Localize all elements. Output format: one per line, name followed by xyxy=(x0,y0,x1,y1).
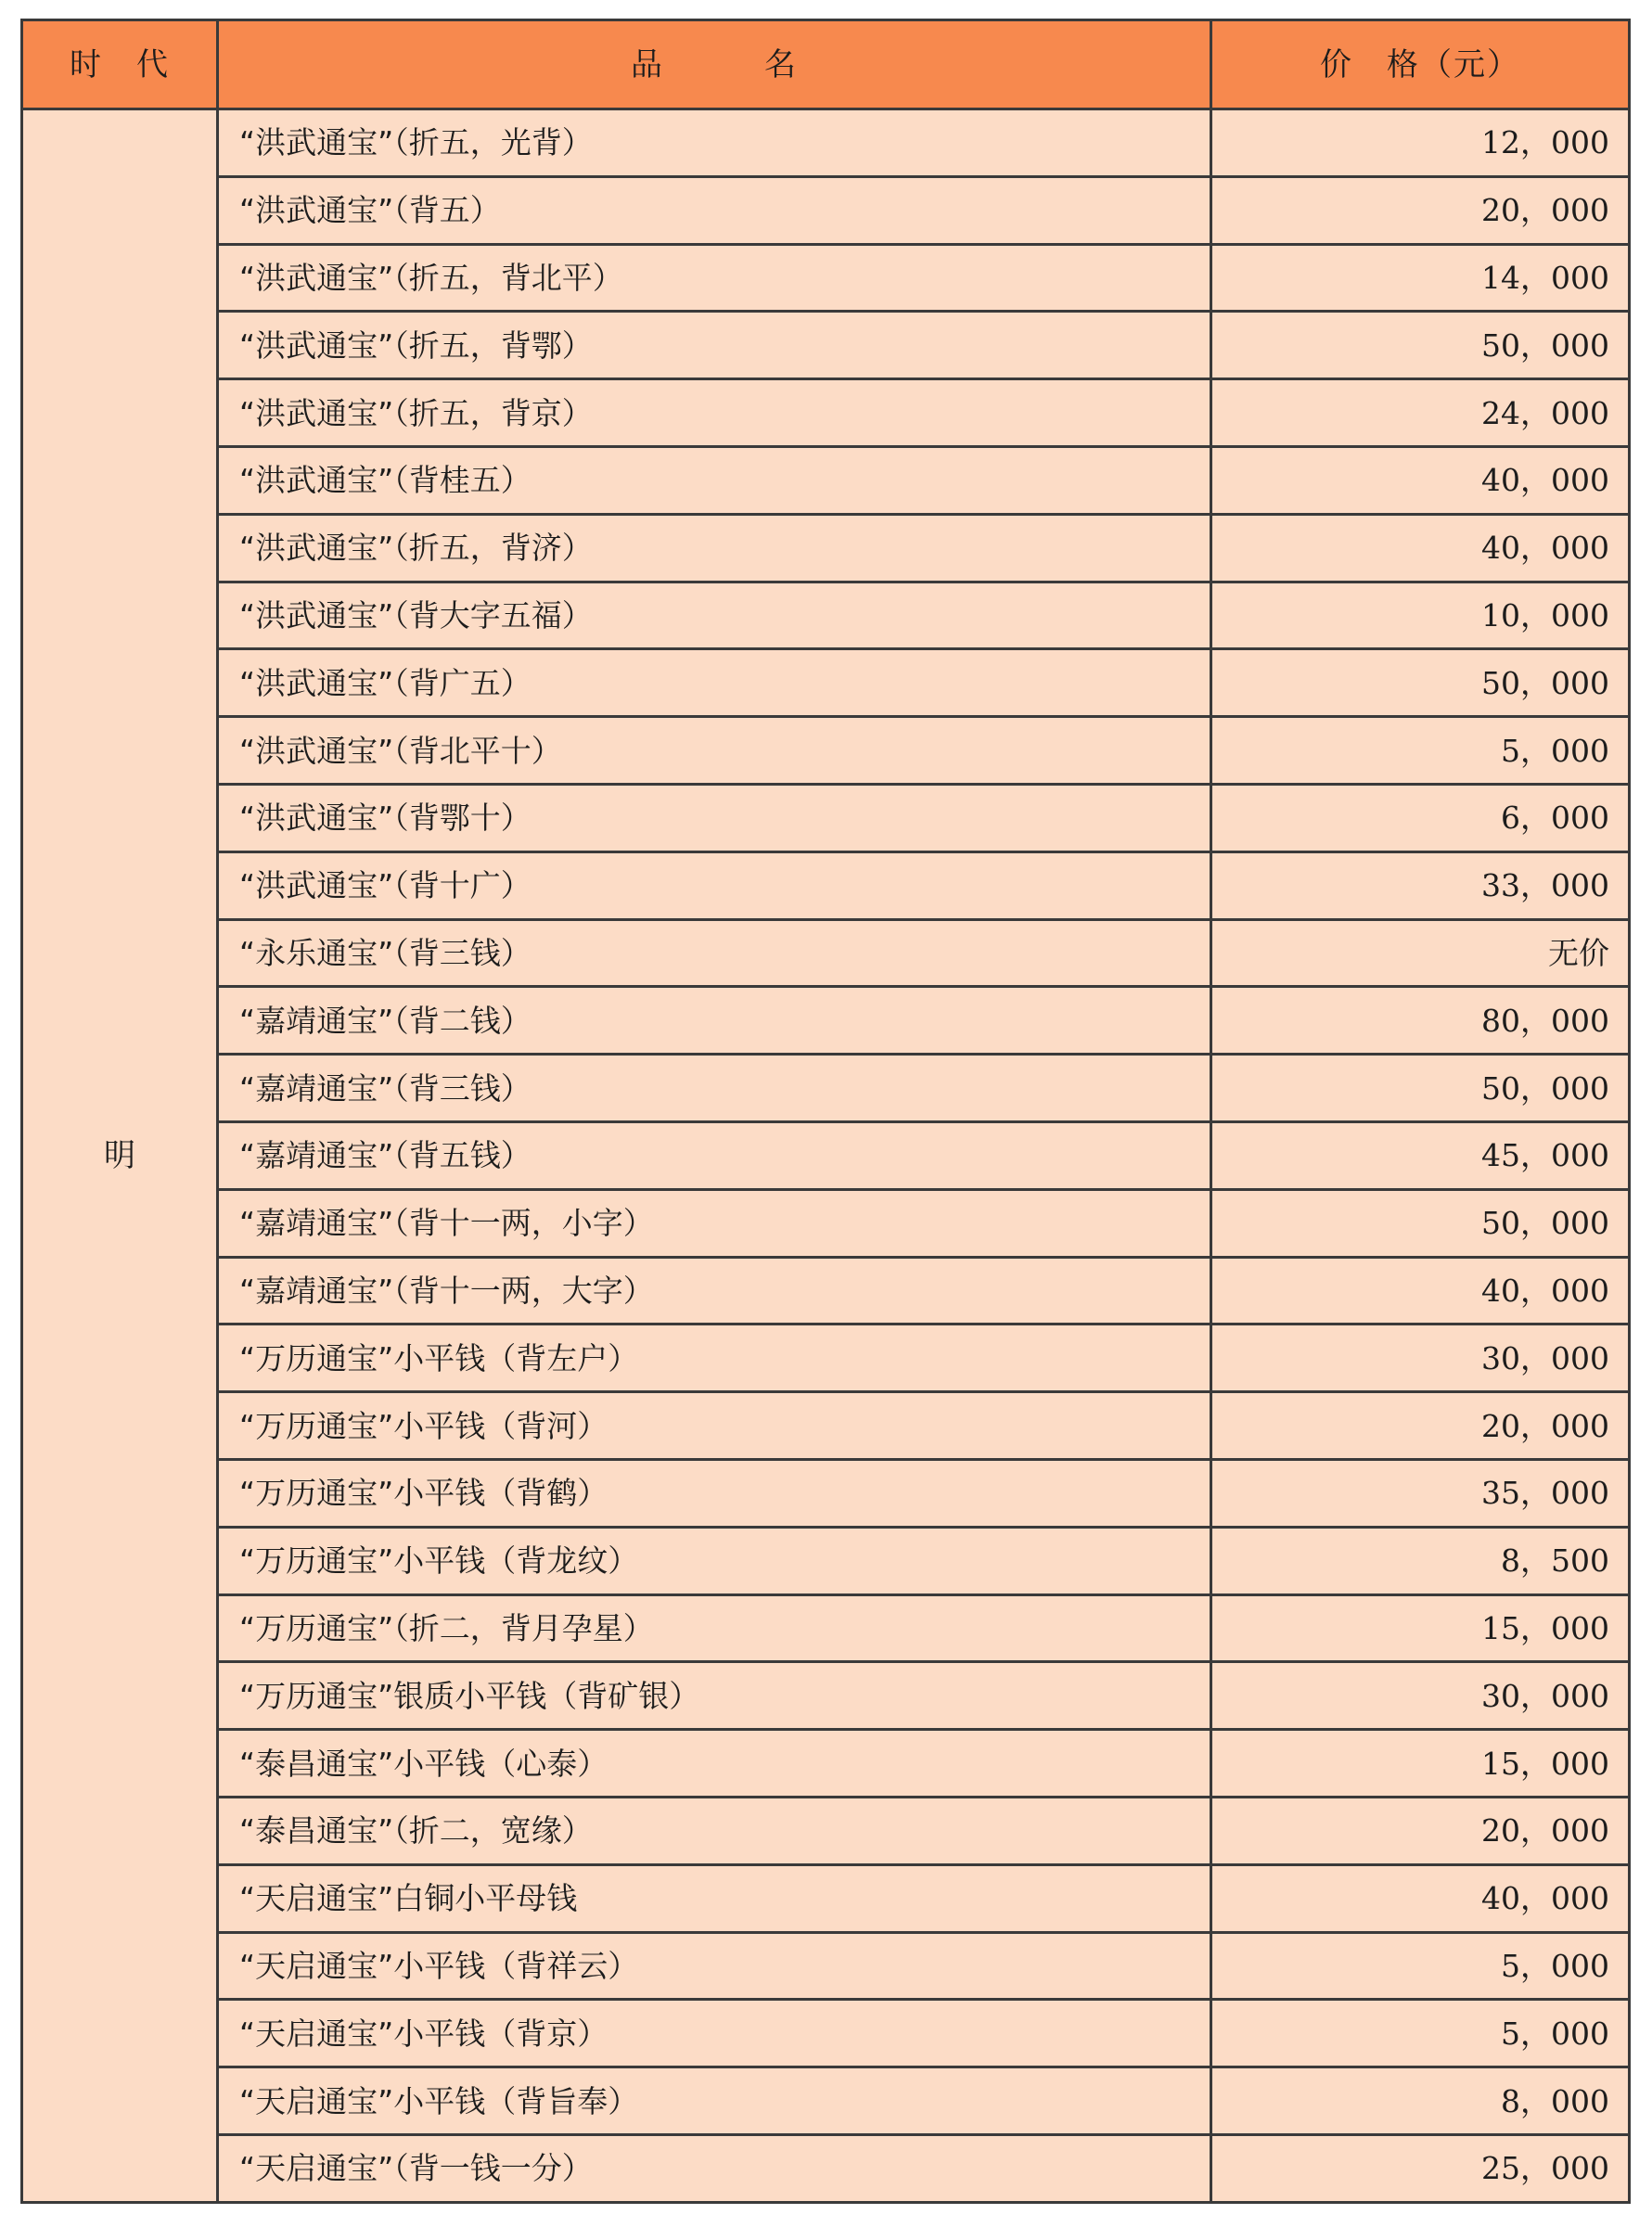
table-row xyxy=(22,2067,1630,2135)
item-name-cell: “永乐通宝”（背三钱） xyxy=(218,919,1211,987)
item-price-cell: 15，000 xyxy=(1211,1594,1630,1662)
item-name-cell: “嘉靖通宝”（背五钱） xyxy=(218,1121,1211,1189)
table-row xyxy=(22,446,1630,514)
table-row xyxy=(22,1459,1630,1527)
table-row xyxy=(22,1325,1630,1392)
item-price-cell: 5，000 xyxy=(1211,717,1630,785)
item-name-cell: “天启通宝”（背一钱一分） xyxy=(218,2134,1211,2202)
item-name-cell: “万历通宝”小平钱（背河） xyxy=(218,1392,1211,1460)
item-price-cell: 45，000 xyxy=(1211,1121,1630,1189)
table-row xyxy=(22,1662,1630,1730)
item-price-cell: 50，000 xyxy=(1211,1189,1630,1257)
item-price-cell: 20，000 xyxy=(1211,176,1630,244)
item-price-cell: 40，000 xyxy=(1211,446,1630,514)
item-price-cell: 40，000 xyxy=(1211,514,1630,582)
item-price-cell: 50，000 xyxy=(1211,312,1630,379)
table-row xyxy=(22,1594,1630,1662)
item-price-cell: 30，000 xyxy=(1211,1325,1630,1392)
item-price-cell: 5，000 xyxy=(1211,2000,1630,2067)
item-name-cell: “洪武通宝”（背五） xyxy=(218,176,1211,244)
table-row xyxy=(22,244,1630,312)
item-name-cell: “洪武通宝”（背十广） xyxy=(218,851,1211,919)
item-name-cell: “天启通宝”小平钱（背京） xyxy=(218,2000,1211,2067)
table-row xyxy=(22,919,1630,987)
table-row xyxy=(22,2000,1630,2067)
item-price-cell: 20，000 xyxy=(1211,1797,1630,1864)
item-price-cell: 20，000 xyxy=(1211,1392,1630,1460)
item-price-cell: 12，000 xyxy=(1211,109,1630,177)
item-price-cell: 30，000 xyxy=(1211,1662,1630,1730)
table-row xyxy=(22,717,1630,785)
table-row xyxy=(22,987,1630,1055)
coin-price-table xyxy=(20,19,1631,2204)
table-row xyxy=(22,1864,1630,1932)
item-price-cell: 25，000 xyxy=(1211,2134,1630,2202)
table-row xyxy=(22,1121,1630,1189)
item-price-cell: 40，000 xyxy=(1211,1864,1630,1932)
table-row xyxy=(22,176,1630,244)
table-row xyxy=(22,649,1630,717)
item-name-cell: “洪武通宝”（折五，背济） xyxy=(218,514,1211,582)
item-price-cell: 8，500 xyxy=(1211,1527,1630,1594)
table-row xyxy=(22,312,1630,379)
item-name-cell: “洪武通宝”（背北平十） xyxy=(218,717,1211,785)
item-name-cell: “嘉靖通宝”（背三钱） xyxy=(218,1055,1211,1122)
item-price-cell: 10，000 xyxy=(1211,582,1630,649)
table-row xyxy=(22,851,1630,919)
table-row xyxy=(22,1392,1630,1460)
item-name-cell: “万历通宝”银质小平钱（背矿银） xyxy=(218,1662,1211,1730)
item-name-cell: “洪武通宝”（背大字五福） xyxy=(218,582,1211,649)
header-price: 价 格（元） xyxy=(1211,20,1630,109)
item-name-cell: “洪武通宝”（背广五） xyxy=(218,649,1211,717)
table-row xyxy=(22,1730,1630,1798)
table-row xyxy=(22,109,1630,177)
item-price-cell: 8，000 xyxy=(1211,2067,1630,2135)
table-row xyxy=(22,784,1630,851)
table-row xyxy=(22,2134,1630,2202)
item-name-cell: “万历通宝”小平钱（背鹤） xyxy=(218,1459,1211,1527)
item-price-cell: 14，000 xyxy=(1211,244,1630,312)
table-row xyxy=(22,1797,1630,1864)
item-name-cell: “天启通宝”小平钱（背祥云） xyxy=(218,1932,1211,2000)
item-price-cell: 80，000 xyxy=(1211,987,1630,1055)
item-name-cell: “洪武通宝”（背鄂十） xyxy=(218,784,1211,851)
table-row xyxy=(22,1257,1630,1325)
table-row xyxy=(22,514,1630,582)
item-name-cell: “嘉靖通宝”（背十一两，小字） xyxy=(218,1189,1211,1257)
era-cell: 明 xyxy=(22,109,218,2203)
table-row xyxy=(22,1055,1630,1122)
item-price-cell: 35，000 xyxy=(1211,1459,1630,1527)
item-price-cell: 5，000 xyxy=(1211,1932,1630,2000)
table-row xyxy=(22,582,1630,649)
item-price-cell: 33，000 xyxy=(1211,851,1630,919)
table-row xyxy=(22,1189,1630,1257)
item-name-cell: “洪武通宝”（背桂五） xyxy=(218,446,1211,514)
item-name-cell: “洪武通宝”（折五，背北平） xyxy=(218,244,1211,312)
item-name-cell: “泰昌通宝”（折二，宽缘） xyxy=(218,1797,1211,1864)
item-name-cell: “万历通宝”小平钱（背龙纹） xyxy=(218,1527,1211,1594)
table-row xyxy=(22,1932,1630,2000)
item-name-cell: “嘉靖通宝”（背二钱） xyxy=(218,987,1211,1055)
item-price-cell: 24，000 xyxy=(1211,379,1630,447)
item-name-cell: “天启通宝”小平钱（背旨奉） xyxy=(218,2067,1211,2135)
item-name-cell: “万历通宝”（折二，背月孕星） xyxy=(218,1594,1211,1662)
header-era: 时 代 xyxy=(22,20,218,109)
item-price-cell: 6，000 xyxy=(1211,784,1630,851)
item-price-cell: 40，000 xyxy=(1211,1257,1630,1325)
table-row xyxy=(22,1527,1630,1594)
item-name-cell: “泰昌通宝”小平钱（心泰） xyxy=(218,1730,1211,1798)
item-price-cell: 50，000 xyxy=(1211,1055,1630,1122)
item-price-cell: 50，000 xyxy=(1211,649,1630,717)
item-name-cell: “洪武通宝”（折五，背鄂） xyxy=(218,312,1211,379)
item-price-cell: 15，000 xyxy=(1211,1730,1630,1798)
item-name-cell: “嘉靖通宝”（背十一两，大字） xyxy=(218,1257,1211,1325)
item-price-cell: 无价 xyxy=(1211,919,1630,987)
table-body xyxy=(22,109,1630,2203)
item-name-cell: “天启通宝”白铜小平母钱 xyxy=(218,1864,1211,1932)
table-row xyxy=(22,379,1630,447)
item-name-cell: “万历通宝”小平钱（背左户） xyxy=(218,1325,1211,1392)
header-name: 品 名 xyxy=(218,20,1211,109)
table-header-row xyxy=(22,20,1630,109)
item-name-cell: “洪武通宝”（折五，光背） xyxy=(218,109,1211,177)
item-name-cell: “洪武通宝”（折五，背京） xyxy=(218,379,1211,447)
